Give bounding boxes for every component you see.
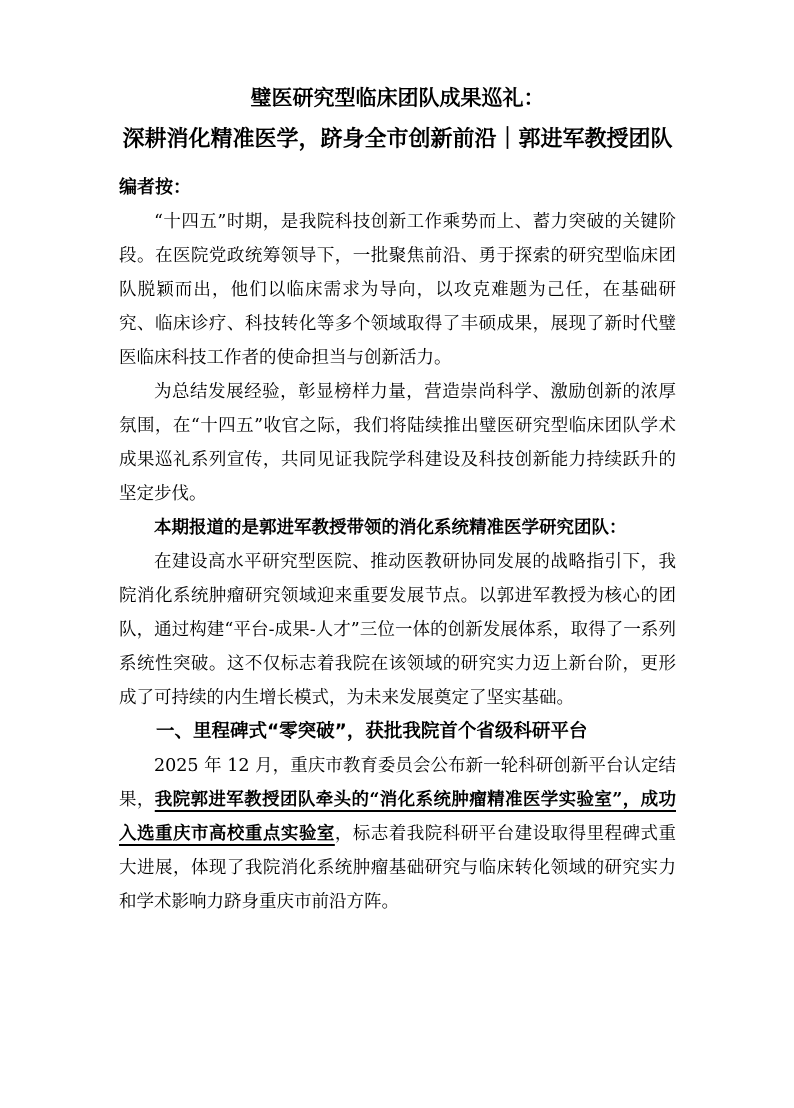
document-title-line1: 璧医研究型临床团队成果巡礼：: [250, 86, 545, 110]
intro-paragraph: 在建设高水平研究型医院、推动医教研协同发展的战略指引下，我院消化系统肿瘤研究领域迎来重要发展节点。以郭进军教授为核心的团队，通过构建“平台-成果-人才”三位一体的创新发展体系，取得了一系列系统性突破。这不仅标志着我院在该领域的研究实力迈上新台阶，更形成了可持续的内生增长模式，为未来发展奠定了坚实基础。: [119, 552, 676, 708]
editor-note-paragraph-1: “十四五”时期，是我院科技创新工作乘势而上、蓄力突破的关键阶段。在医院党政统筹领导下，一批聚焦前沿、勇于探索的研究型临床团队脱颖而出，他们以临床需求为导向，以攻克难题为己任，在基础研究、临床诊疗、科技转化等多个领域取得了丰硕成果，展现了新时代璧医临床科技工作者的使命担当与创新活力。: [119, 212, 676, 368]
editor-note-label: 编者按：: [119, 177, 191, 198]
section-1-paragraph: [119, 749, 676, 919]
document-title-line2: 深耕消化精准医学，跻身全市创新前沿｜郭进军教授团队: [122, 127, 673, 152]
editor-note-paragraph-2: 为总结发展经验，彰显榜样力量，营造崇尚科学、激励创新的浓厚氛围，在“十四五”收官之际，我们将陆续推出璧医研究型临床团队学术成果巡礼系列宣传，共同见证我院学科建设及科技创新能力持续跃升的坚定步伐。: [119, 382, 676, 504]
section-1-heading: 一、里程碑式“零突破”，获批我院首个省级科研平台: [156, 721, 588, 742]
section-1-paragraph-lead: 2025 年 12 月，重庆市教育委员会公布新一轮科研创新平台认定结果，: [119, 756, 676, 810]
section-1-paragraph-tail: ，标志着我院科研平台建设取得里程碑式重大进展，体现了我院消化系统肿瘤基础研究与临床转化领域的研究实力和学术影响力跻身重庆市前沿方阵。: [119, 824, 677, 912]
editor-note-highlight-line: 本期报道的是郭进军教授带领的消化系统精准医学研究团队：: [154, 518, 627, 538]
section-1-paragraph-emphasis: 我院郭进军教授团队牵头的“消化系统肿瘤精准医学实验室”，成功入选重庆市高校重点实验室: [119, 790, 676, 844]
